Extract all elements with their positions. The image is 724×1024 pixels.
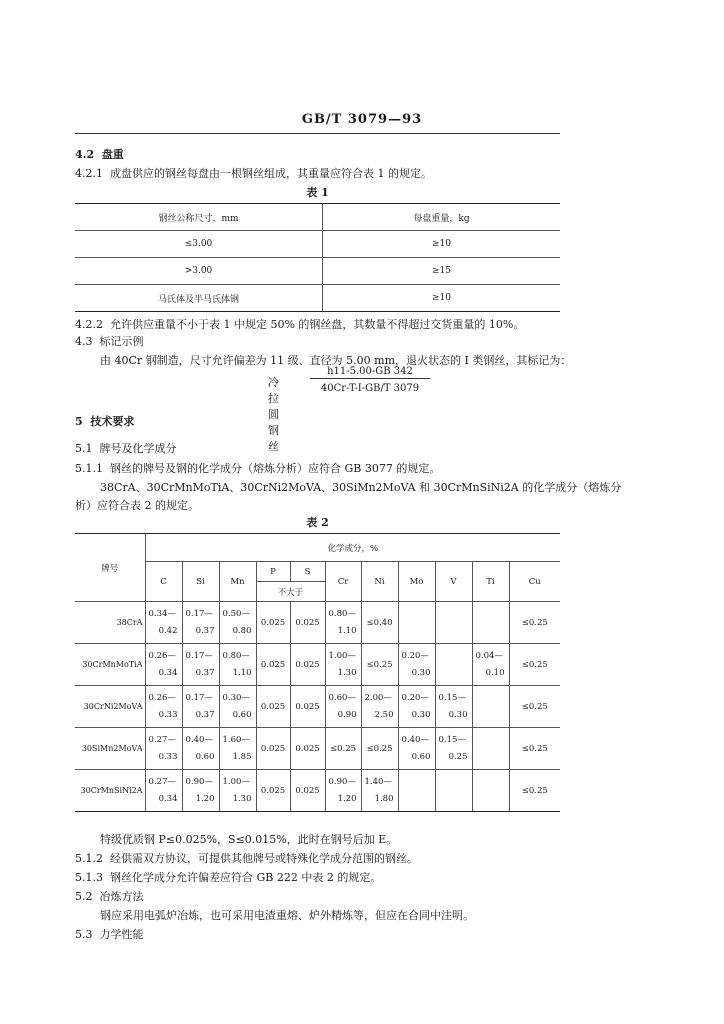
section-title: 技术要求 [90,415,135,428]
element-header-p: P [256,562,290,582]
table-row [75,686,560,728]
composition-cell-mn [219,602,256,644]
composition-cell-ti [472,644,509,686]
range-min: 1.60— [222,734,250,745]
range-max: 1.20 [337,793,357,804]
composition-cell-ni: ≤0.40 [361,602,398,644]
composition-cell-s: 0.025 [290,602,325,644]
range-max: 1.30 [232,793,252,804]
table-cell: ≥10 [323,231,561,258]
header-rule [75,133,560,134]
grade-cell: 30SiMn2MoVA [75,728,145,770]
table-row [75,258,560,285]
range-max: 1.10 [337,625,357,636]
composition-cell-c [145,644,182,686]
range-max: 0.33 [158,709,178,720]
composition-cell-cu: ≤0.25 [509,770,560,812]
range-min: 0.17— [185,692,213,703]
composition-cell-v [435,644,472,686]
section-4-2-2 [75,316,524,332]
element-header-s: S [290,562,325,582]
range-min: 0.27— [148,776,176,787]
range-min: 0.17— [185,650,213,661]
range-max: 0.60 [411,751,431,762]
section-5-2-text: 钢应采用电弧炉冶炼，也可采用电渣重熔、炉外精炼等，但应在合同中注明。 [100,909,474,922]
composition-header: 化学成分，% [145,534,560,562]
section-number: 4.2.1 [75,167,103,180]
range-min: 0.90— [185,776,213,787]
composition-cell-ni: ≤0.25 [361,728,398,770]
range-max: 0.30 [411,709,431,720]
section-number: 5.1.3 [75,871,103,884]
composition-cell-si [182,686,219,728]
table-row [75,770,560,812]
composition-cell-p: 0.025 [256,686,290,728]
composition-cell-ti [472,770,509,812]
composition-cell-c [145,728,182,770]
section-title: 牌号及化学成分 [99,442,177,455]
range-min: 0.15— [438,734,466,745]
table-header-row [75,534,560,562]
range-min: 0.50— [222,608,250,619]
range-min: 0.34— [148,608,176,619]
range-min: 0.40— [185,734,213,745]
range-max: 0.30 [411,667,431,678]
range-min: 0.15— [438,692,466,703]
range-max: 0.37 [195,625,215,636]
composition-cell-v [435,728,472,770]
composition-cell-c [145,686,182,728]
table-2-caption: 表 2 [306,516,329,529]
composition-cell-cu: ≤0.25 [509,686,560,728]
range-max: 0.34 [158,667,178,678]
table-row [75,231,560,258]
marking-label: 冷拉圆钢丝 [268,376,279,453]
range-min: 2.00— [364,692,392,703]
range-max: 0.10 [485,667,505,678]
composition-cell-p: 0.025 [256,728,290,770]
range-max: 0.34 [158,793,178,804]
section-number: 5 [75,415,83,428]
section-number: 4.2 [75,148,95,161]
composition-cell-mo [398,686,435,728]
section-4-3-heading [75,333,144,349]
section-4-2-heading [75,146,124,162]
marking-example-text: 由 40Cr 钢制造，尺寸允许偏差为 11 级、直径为 5.00 mm，退火状态的 Ⅰ 类钢丝，其标记为： [100,354,572,367]
composition-cell-cr: ≤0.25 [325,728,361,770]
range-min: 0.20— [401,650,429,661]
table-1 [75,203,560,312]
table-row [75,728,560,770]
range-min: 1.00— [222,776,250,787]
section-number: 4.2.2 [75,318,103,331]
composition-cell-cr [325,770,361,812]
composition-cell-ni: ≤0.25 [361,644,398,686]
range-max: 0.37 [195,667,215,678]
paragraph-line: 析）应符合表 2 的规定。 [75,499,199,512]
range-min: 0.26— [148,692,176,703]
element-header-si: Si [182,562,219,602]
element-header-ti: Ti [472,562,509,602]
composition-cell-cu: ≤0.25 [509,644,560,686]
section-number: 5.3 [75,928,93,941]
header-cell: 钢丝公称尺寸，mm [75,204,323,231]
section-title: 标记示例 [99,335,144,348]
section-5-2-heading [75,888,144,904]
ps-note: 不大于 [256,582,325,602]
composition-cell-si [182,770,219,812]
table-row [75,602,560,644]
composition-cell-p: 0.025 [256,602,290,644]
composition-cell-mn [219,728,256,770]
range-max: 1.85 [232,751,252,762]
section-number: 5.1 [75,442,93,455]
table-row [75,285,560,312]
section-number: 5.1.1 [75,462,103,475]
composition-cell-mo [398,728,435,770]
table-cell: ≥10 [323,285,561,312]
element-header-mo: Mo [398,562,435,602]
grade-cell: 30CrMnSiNi2A [75,770,145,812]
composition-cell-c [145,602,182,644]
element-header-v: V [435,562,472,602]
range-min: 0.20— [401,692,429,703]
paragraph-text: 允许供应重量不小于表 1 中规定 50% 的钢丝盘，其数量不得超过交货重量的 10%。 [110,318,525,331]
range-max: 1.30 [337,667,357,678]
range-min: 0.80— [328,608,356,619]
paragraph-text: 经供需双方协议，可提供其他牌号或特殊化学成分范围的钢丝。 [110,852,418,865]
range-min: 0.40— [401,734,429,745]
header-cell: 每盘重量，kg [323,204,561,231]
composition-cell-cr [325,686,361,728]
table-2-body [75,602,560,812]
range-max: 2.50 [374,709,394,720]
section-title: 力学性能 [99,928,144,941]
composition-cell-mn [219,644,256,686]
section-number: 5.1.2 [75,852,103,865]
grade-cell: 30CrNi2MoVA [75,686,145,728]
section-5-1-3 [75,869,381,885]
composition-cell-si [182,644,219,686]
composition-cell-si [182,602,219,644]
range-max: 1.20 [195,793,215,804]
composition-cell-cr [325,644,361,686]
range-min: 0.17— [185,608,213,619]
section-title: 盘重 [101,148,124,161]
document-header: GB/T 3079—93 [301,112,423,127]
marking-numerator: h11-5.00-GB 342 [310,366,430,379]
section-5-heading [75,413,134,429]
section-number: 5.2 [75,890,93,903]
composition-cell-cu: ≤0.25 [509,728,560,770]
composition-cell-cu: ≤0.25 [509,602,560,644]
composition-cell-c [145,770,182,812]
composition-cell-s: 0.025 [290,686,325,728]
element-header-row [75,562,560,582]
range-max: 0.90 [337,709,357,720]
paragraph-text: 钢丝化学成分允许偏差应符合 GB 222 中表 2 的规定。 [110,871,382,884]
composition-cell-cr [325,602,361,644]
element-header-c: C [145,562,182,602]
composition-cell-v [435,686,472,728]
composition-cell-v [435,770,472,812]
range-min: 0.26— [148,650,176,661]
range-max: 0.42 [158,625,178,636]
composition-cell-v [435,602,472,644]
range-min: 0.04— [475,650,503,661]
element-header-ni: Ni [361,562,398,602]
composition-cell-ti [472,602,509,644]
section-title: 冶炼方法 [99,890,144,903]
composition-cell-s: 0.025 [290,728,325,770]
composition-cell-mn [219,770,256,812]
composition-cell-ni [361,686,398,728]
table-2-note: 特级优质钢 P≤0.025%，S≤0.015%，此时在钢号后加 E。 [100,833,398,846]
composition-cell-mo [398,602,435,644]
range-min: 0.60— [328,692,356,703]
composition-cell-mo [398,770,435,812]
composition-cell-si [182,728,219,770]
range-max: 0.80 [232,625,252,636]
composition-cell-p: 0.025 [256,644,290,686]
element-header-cu: Cu [509,562,560,602]
table-2 [75,533,560,812]
section-5-1-1 [75,460,440,476]
paragraph-line: 38CrA、30CrMnMoTiA、30CrNi2MoVA、30SiMn2MoVA 和 30CrMnSiNi2A 的化学成分（熔炼分 [100,481,622,494]
range-min: 1.00— [328,650,356,661]
range-max: 0.60 [232,709,252,720]
range-min: 0.30— [222,692,250,703]
element-header-cr: Cr [325,562,361,602]
table-header-row [75,204,560,231]
range-max: 0.33 [158,751,178,762]
element-header-mn: Mn [219,562,256,602]
composition-cell-s: 0.025 [290,644,325,686]
range-min: 1.40— [364,776,392,787]
section-5-3-heading [75,926,144,942]
composition-cell-p: 0.025 [256,770,290,812]
range-min: 0.80— [222,650,250,661]
composition-cell-mn [219,686,256,728]
table-cell: ≥15 [323,258,561,285]
paragraph-text: 成盘供应的钢丝每盘由一根钢丝组成，其重量应符合表 1 的规定。 [110,167,432,180]
grade-cell: 38CrA [75,602,145,644]
table-cell: 马氏体及半马氏体钢 [75,285,323,312]
marking-denominator: 40Cr-T-Ⅰ-GB/T 3079 [320,383,420,394]
range-min: 0.90— [328,776,356,787]
table-cell: ≤3.00 [75,231,323,258]
paragraph-text: 钢丝的牌号及钢的化学成分（熔炼分析）应符合 GB 3077 的规定。 [110,462,441,475]
composition-cell-ni [361,770,398,812]
range-max: 1.80 [374,793,394,804]
grade-cell: 30CrMnMoTiA [75,644,145,686]
table-row [75,644,560,686]
section-5-1-heading [75,440,177,456]
range-max: 0.37 [195,709,215,720]
composition-cell-ti [472,728,509,770]
section-5-1-2 [75,850,418,866]
section-4-2-1 [75,165,432,181]
range-min: 0.27— [148,734,176,745]
range-max: 1.10 [232,667,252,678]
composition-cell-ti [472,686,509,728]
range-max: 0.30 [448,709,468,720]
grade-header: 牌号 [75,534,145,602]
table-1-caption: 表 1 [306,186,329,199]
table-cell: >3.00 [75,258,323,285]
composition-cell-mo [398,644,435,686]
composition-cell-s: 0.025 [290,770,325,812]
section-number: 4.3 [75,335,93,348]
range-max: 0.25 [448,751,468,762]
range-max: 0.60 [195,751,215,762]
